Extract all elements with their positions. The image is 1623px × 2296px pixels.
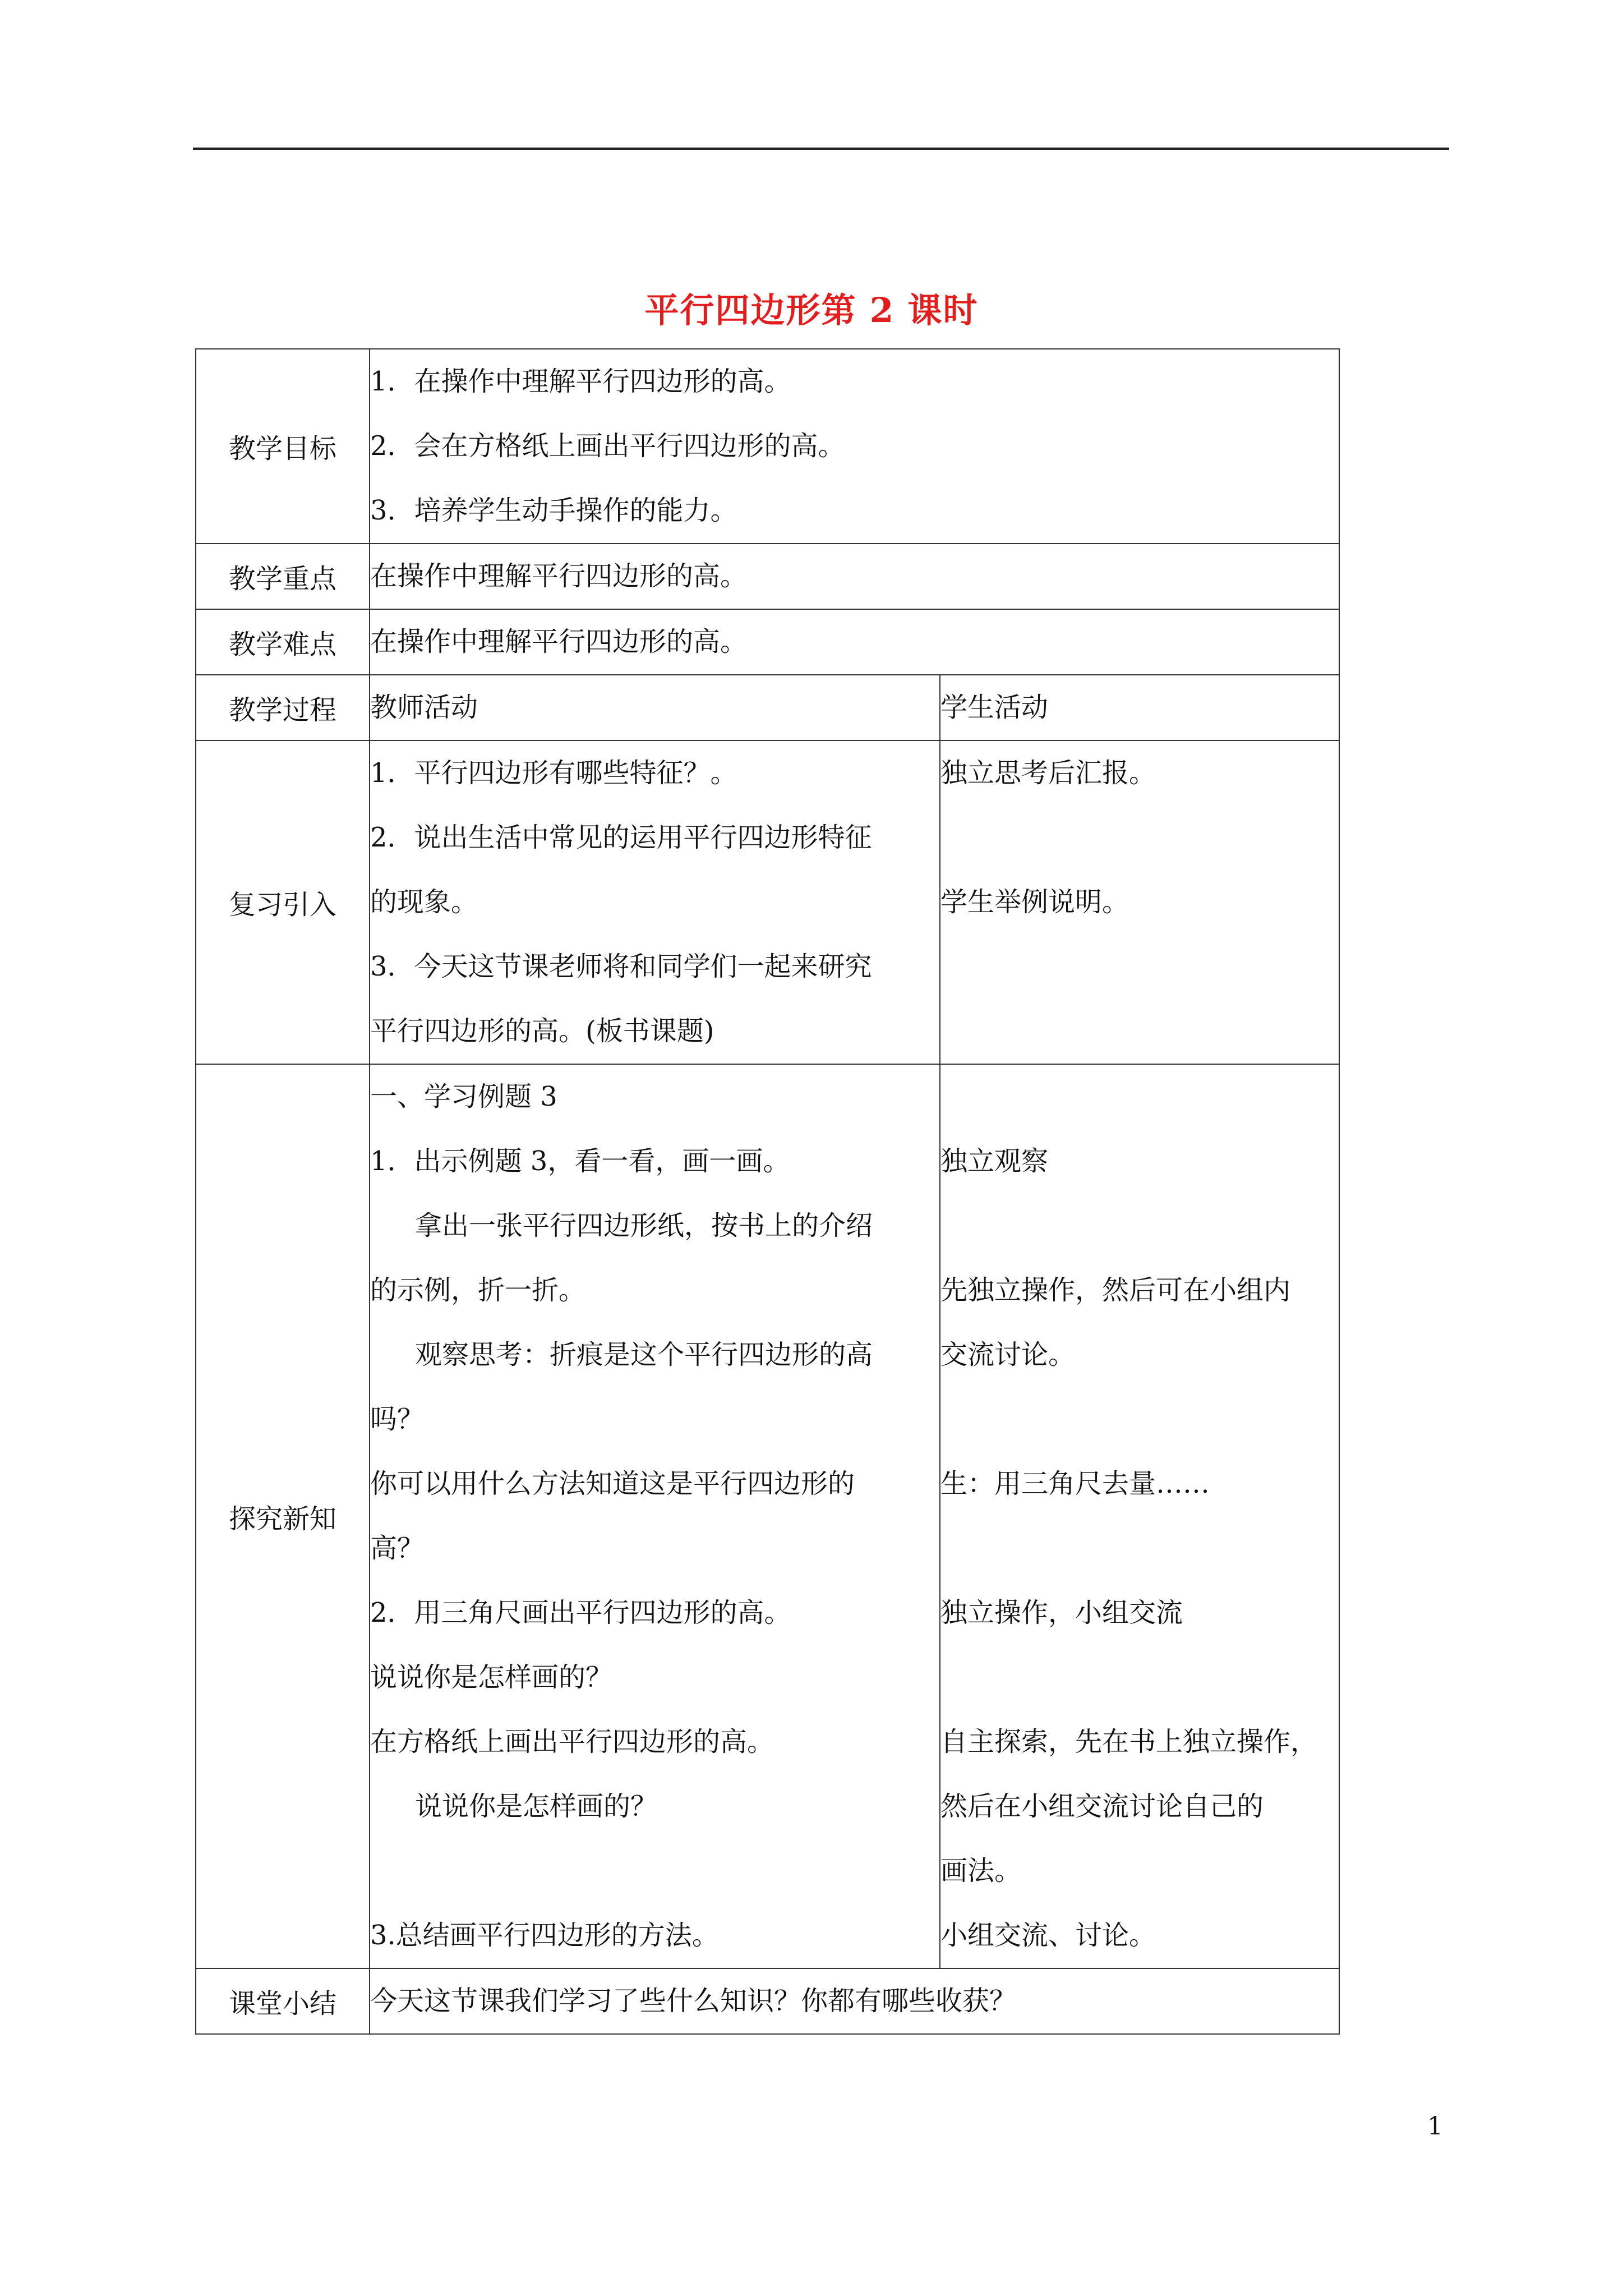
explore-teacher-line: 3.总结画平行四边形的方法。 bbox=[370, 1920, 719, 1951]
summary-content bbox=[370, 1968, 1339, 2034]
explore-teacher-line: 高？ bbox=[370, 1533, 425, 1564]
document-title: 平行四边形第 2 课时 bbox=[644, 291, 979, 330]
explore-teacher-line: 说说你是怎样画的？ bbox=[415, 1791, 658, 1822]
explore-student-line: 小组交流、讨论。 bbox=[940, 1920, 1156, 1951]
review-student-line bbox=[940, 999, 1339, 1064]
review-student-line bbox=[940, 935, 1339, 999]
goal-item: 1．在操作中理解平行四边形的高。 bbox=[370, 366, 791, 397]
explore-teacher-line: 2．用三角尺画出平行四边形的高。 bbox=[370, 1597, 791, 1628]
goals-content bbox=[370, 349, 1339, 544]
summary-text: 今天这节课我们学习了些什么知识？你都有哪些收获？ bbox=[370, 1985, 1017, 2017]
explore-teacher-activity bbox=[370, 1064, 940, 1968]
review-teacher-activity bbox=[370, 740, 940, 1064]
explore-teacher-line: 观察思考：折痕是这个平行四边形的高 bbox=[415, 1339, 873, 1370]
lesson-plan-table bbox=[195, 348, 1340, 2035]
explore-student-line: 交流讨论。 bbox=[940, 1339, 1076, 1370]
difficulty-content bbox=[370, 609, 1339, 675]
focus-content bbox=[370, 544, 1339, 609]
review-student-line: 独立思考后汇报。 bbox=[940, 757, 1156, 789]
review-teacher-line: 的现象。 bbox=[370, 886, 478, 918]
page-number: 1 bbox=[1427, 2112, 1443, 2141]
explore-teacher-line: 在方格纸上画出平行四边形的高。 bbox=[370, 1726, 774, 1757]
student-activity-header bbox=[940, 675, 1339, 740]
review-teacher-line: 1．平行四边形有哪些特征？。 bbox=[370, 757, 737, 789]
review-teacher-line: 3．今天这节课老师将和同学们一起来研究 bbox=[370, 951, 872, 982]
explore-student-line: 然后在小组交流讨论自己的 bbox=[940, 1791, 1264, 1822]
student-header-text: 学生活动 bbox=[940, 692, 1049, 723]
explore-student-line bbox=[940, 1645, 1339, 1710]
review-student-activity bbox=[940, 740, 1339, 1064]
row-label-process: 教学过程 bbox=[196, 675, 370, 740]
explore-student-line bbox=[940, 1194, 1339, 1258]
row-label-explore: 探究新知 bbox=[196, 1064, 370, 1968]
row-review bbox=[196, 740, 1339, 1064]
review-teacher-line: 平行四边形的高。(板书课题) bbox=[370, 1015, 714, 1047]
explore-student-line: 先独立操作，然后可在小组内 bbox=[940, 1274, 1291, 1306]
row-difficulty bbox=[196, 609, 1339, 675]
explore-teacher-line: 说说你是怎样画的？ bbox=[370, 1662, 613, 1693]
review-student-line: 学生举例说明。 bbox=[940, 886, 1129, 918]
explore-student-line: 画法。 bbox=[940, 1855, 1022, 1887]
row-goals bbox=[196, 349, 1339, 544]
explore-student-line: 生：用三角尺去量…… bbox=[940, 1468, 1210, 1499]
explore-teacher-line: 吗？ bbox=[370, 1404, 425, 1435]
explore-teacher-line bbox=[370, 1839, 939, 1903]
explore-student-line: 独立操作，小组交流 bbox=[940, 1597, 1183, 1628]
row-label-summary: 课堂小结 bbox=[196, 1968, 370, 2034]
row-label-goals: 教学目标 bbox=[196, 349, 370, 544]
goal-item: 2．会在方格纸上画出平行四边形的高。 bbox=[370, 430, 845, 462]
row-focus bbox=[196, 544, 1339, 609]
explore-teacher-line: 一、学习例题 3 bbox=[370, 1081, 557, 1112]
row-label-focus: 教学重点 bbox=[196, 544, 370, 609]
review-student-line bbox=[940, 806, 1339, 870]
explore-teacher-line: 拿出一张平行四边形纸，按书上的介绍 bbox=[415, 1210, 873, 1241]
explore-student-line: 自主探索，先在书上独立操作， bbox=[940, 1726, 1318, 1757]
header-rule bbox=[193, 148, 1449, 150]
explore-student-line: 独立观察 bbox=[940, 1145, 1049, 1177]
row-label-difficulty: 教学难点 bbox=[196, 609, 370, 675]
difficulty-text: 在操作中理解平行四边形的高。 bbox=[370, 626, 748, 657]
explore-student-activity bbox=[940, 1064, 1339, 1968]
goal-item: 3．培养学生动手操作的能力。 bbox=[370, 495, 737, 526]
explore-teacher-line: 的示例，折一折。 bbox=[370, 1274, 586, 1306]
teacher-header-text: 教师活动 bbox=[370, 692, 478, 723]
explore-teacher-line: 你可以用什么方法知道这是平行四边形的 bbox=[370, 1468, 855, 1499]
explore-student-line bbox=[940, 1516, 1339, 1581]
row-label-review: 复习引入 bbox=[196, 740, 370, 1064]
row-summary bbox=[196, 1968, 1339, 2034]
teacher-activity-header bbox=[370, 675, 940, 740]
review-teacher-line: 2．说出生活中常见的运用平行四边形特征 bbox=[370, 822, 872, 853]
row-explore bbox=[196, 1064, 1339, 1968]
explore-teacher-line: 1．出示例题 3，看一看，画一画。 bbox=[370, 1145, 790, 1177]
focus-text: 在操作中理解平行四边形的高。 bbox=[370, 560, 748, 592]
explore-student-line bbox=[940, 1387, 1339, 1452]
explore-student-line bbox=[940, 1065, 1339, 1129]
row-process bbox=[196, 675, 1339, 740]
